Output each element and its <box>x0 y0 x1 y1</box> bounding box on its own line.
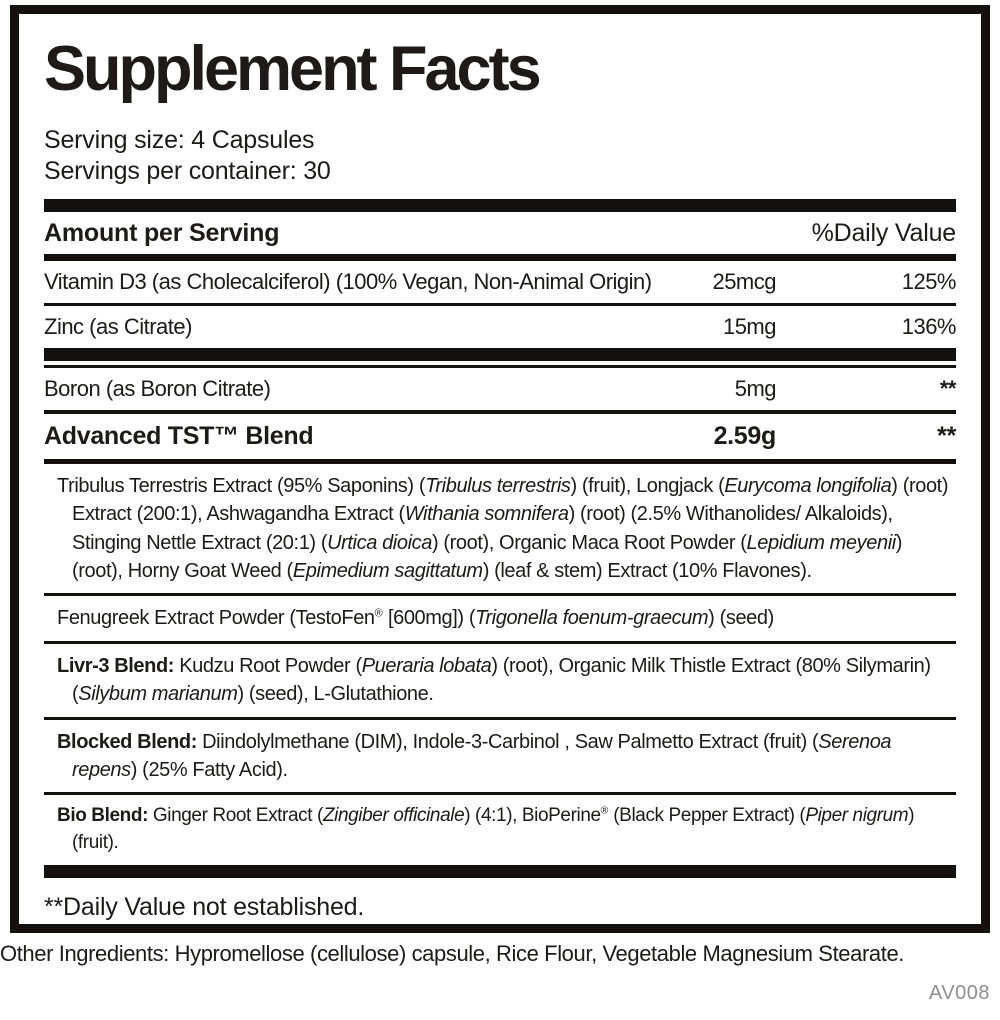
livr3-blend-ingredients: Livr-3 Blend: Kudzu Root Powder (Pueraria lobata) (root), Organic Milk Thistle Extract (80% Silymarin) (Silybum marianum) (seed), L-Glutathione. <box>57 654 931 706</box>
divider-medium <box>44 254 956 261</box>
other-ingredients: Other Ingredients: Hypromellose (cellulose) capsule, Rice Flour, Vegetable Magnesium Stearate. <box>0 941 904 966</box>
blend-total-row <box>44 414 956 459</box>
nutrient-dv: 136% <box>901 313 956 339</box>
table-header-row <box>44 212 956 254</box>
blend-name: Advanced TST™ Blend <box>44 421 314 450</box>
nutrient-dv: ** <box>939 375 956 401</box>
table-row <box>44 261 956 303</box>
divider-thick-bottom <box>44 865 956 878</box>
blocked-blend-ingredients: Blocked Blend: Diindolylmethane (DIM), Indole-3-Carbinol , Saw Palmetto Extract (fruit) (Serenoa repens) (25% Fatty Acid). <box>57 730 892 781</box>
divider-thick-mid <box>44 348 956 361</box>
nutrient-name: Boron (as Boron Citrate) <box>44 375 271 401</box>
nutrient-amount: 5mg <box>734 375 776 401</box>
nutrient-dv: 125% <box>901 268 956 294</box>
nutrient-amount: 25mcg <box>712 268 776 294</box>
panel-title: Supplement Facts <box>44 34 539 104</box>
table-row <box>44 368 956 410</box>
label-code: AV008 <box>928 982 990 1004</box>
nutrient-name: Zinc (as Citrate) <box>44 313 192 339</box>
servings-per-container: Servings per container: 30 <box>44 156 331 185</box>
tst-blend-ingredients: Tribulus Terrestris Extract (95% Saponins) (Tribulus terrestris) (fruit), Longjack (Eurycoma longifolia) (root) Extract (200:1), Ashwagandha Extract (Withania somnifera) (root) (2.5% Withanolides/ Alkaloids), Stinging Nettle Extract (20:1) (Urtica dioica) (root), Organic Maca Root Powder (Lepidium meyenii) (root), Horny Goat Weed (Epimedium sagittatum) (leaf & stem) Extract (10% Flavones). <box>57 474 949 582</box>
daily-value-header: %Daily Value <box>811 218 956 247</box>
nutrient-name: Vitamin D3 (as Cholecalciferol) (100% Vegan, Non-Animal Origin) <box>44 268 652 294</box>
serving-size: Serving size: 4 Capsules <box>44 125 315 154</box>
daily-value-footnote: **Daily Value not established. <box>44 893 365 922</box>
nutrient-amount: 15mg <box>722 313 776 339</box>
table-row <box>44 306 956 348</box>
supplement-facts-panel <box>10 5 990 933</box>
blend-dv: ** <box>937 421 956 450</box>
fenugreek-ingredient: Fenugreek Extract Powder (TestoFen® [600mg]) (Trigonella foenum-graecum) (seed) <box>57 607 774 630</box>
bio-blend-ingredients: Bio Blend: Ginger Root Extract (Zingiber officinale) (4:1), BioPerine® (Black Pepper Extract) (Piper nigrum) (fruit). <box>57 805 915 854</box>
amount-per-serving-header: Amount per Serving <box>44 218 280 247</box>
blend-amount: 2.59g <box>713 421 776 450</box>
divider-thick-top <box>44 199 956 212</box>
